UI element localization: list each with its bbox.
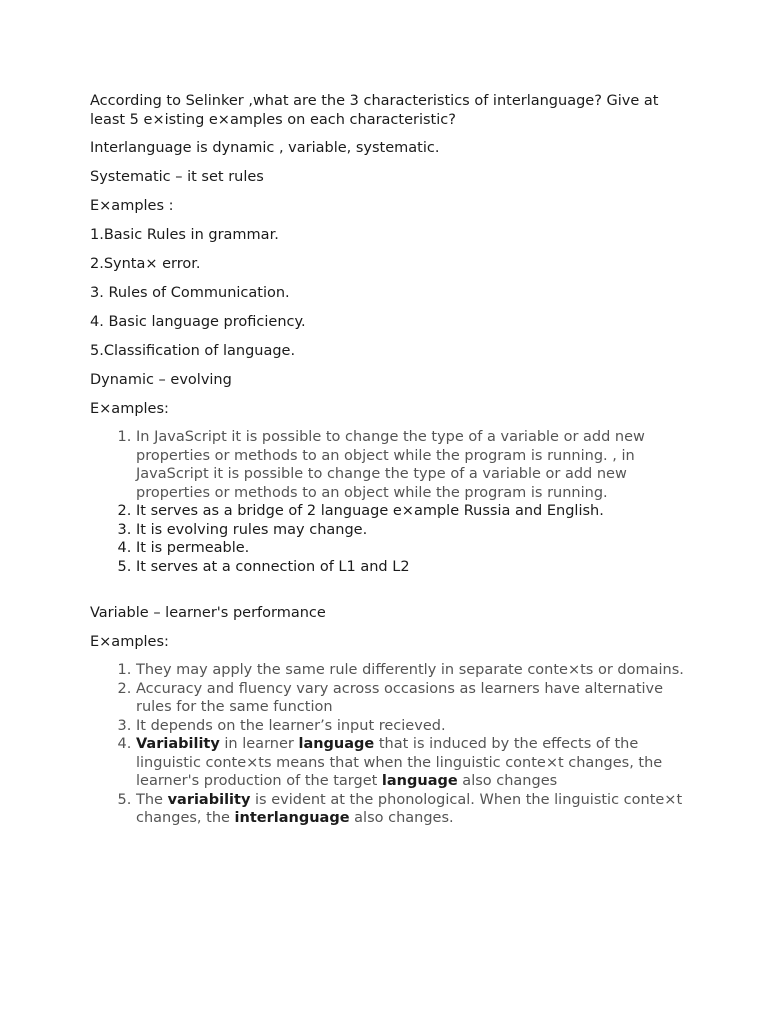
list-item	[136, 735, 690, 791]
dynamic-examples-label: E×amples:	[90, 401, 169, 417]
systematic-example-item: 2.Synta× error.	[90, 256, 201, 272]
item-text: that is induced by the effects of the linguistic conte×ts means that when the linguistic conte×t changes, the learner's production of the target	[136, 736, 663, 789]
list-item: 1. They may apply the same rule differently in separate conte×ts or domains.	[136, 661, 690, 680]
list-item: 4. It is permeable.	[136, 539, 690, 558]
list-item	[136, 791, 690, 828]
item-text: The	[136, 791, 168, 808]
list-item: 1. In JavaScript it is possible to change the type of a variable or add new properties or methods to an object while the program is running. , in JavaScript it is possible to change the type of a variable or add new properties or methods to an object while the program is running.	[136, 428, 690, 502]
answer-intro: Interlanguage is dynamic , variable, systematic.	[90, 140, 440, 156]
bold-term: language	[381, 773, 458, 789]
item-text: in learner	[219, 736, 299, 752]
list-item: 3. It is evolving rules may change.	[136, 521, 690, 540]
document-page	[90, 92, 690, 828]
dynamic-heading: Dynamic – evolving	[90, 372, 232, 388]
item-text: also changes.	[349, 810, 454, 826]
systematic-example-item: 4. Basic language proficiency.	[90, 314, 306, 330]
variable-heading: Variable – learner's performance	[90, 605, 326, 621]
bold-term: Variability	[136, 736, 220, 752]
item-text: is evident at the phonological. When the linguistic conte×t changes, the	[136, 791, 683, 826]
list-item: 5. It serves at a connection of L1 and L2	[136, 558, 690, 577]
variable-examples-list	[90, 661, 690, 828]
list-item: 3. It depends on the learner’s input recieved.	[136, 717, 690, 736]
item-text: also changes	[457, 773, 558, 789]
bold-term: language	[298, 736, 375, 752]
list-item: 2. It serves as a bridge of 2 language e×ample Russia and English.	[136, 502, 690, 521]
systematic-heading: Systematic – it set rules	[90, 169, 264, 185]
systematic-example-item: 3. Rules of Communication.	[90, 285, 290, 301]
bold-term: variability	[167, 791, 251, 808]
systematic-example-item: 5.Classification of language.	[90, 343, 296, 359]
variable-examples-label: E×amples:	[90, 634, 169, 650]
systematic-example-item: 1.Basic Rules in grammar.	[90, 227, 279, 243]
question-text: According to Selinker ,what are the 3 characteristics of interlanguage? Give at least 5 e×isting e×amples on each characteristic?	[90, 93, 659, 128]
dynamic-examples-list	[90, 428, 690, 576]
bold-term: interlanguage	[234, 810, 350, 826]
list-item: 2. Accuracy and fluency vary across occasions as learners have alternative rules for the same function	[136, 680, 690, 717]
systematic-examples-label: E×amples :	[90, 198, 174, 214]
